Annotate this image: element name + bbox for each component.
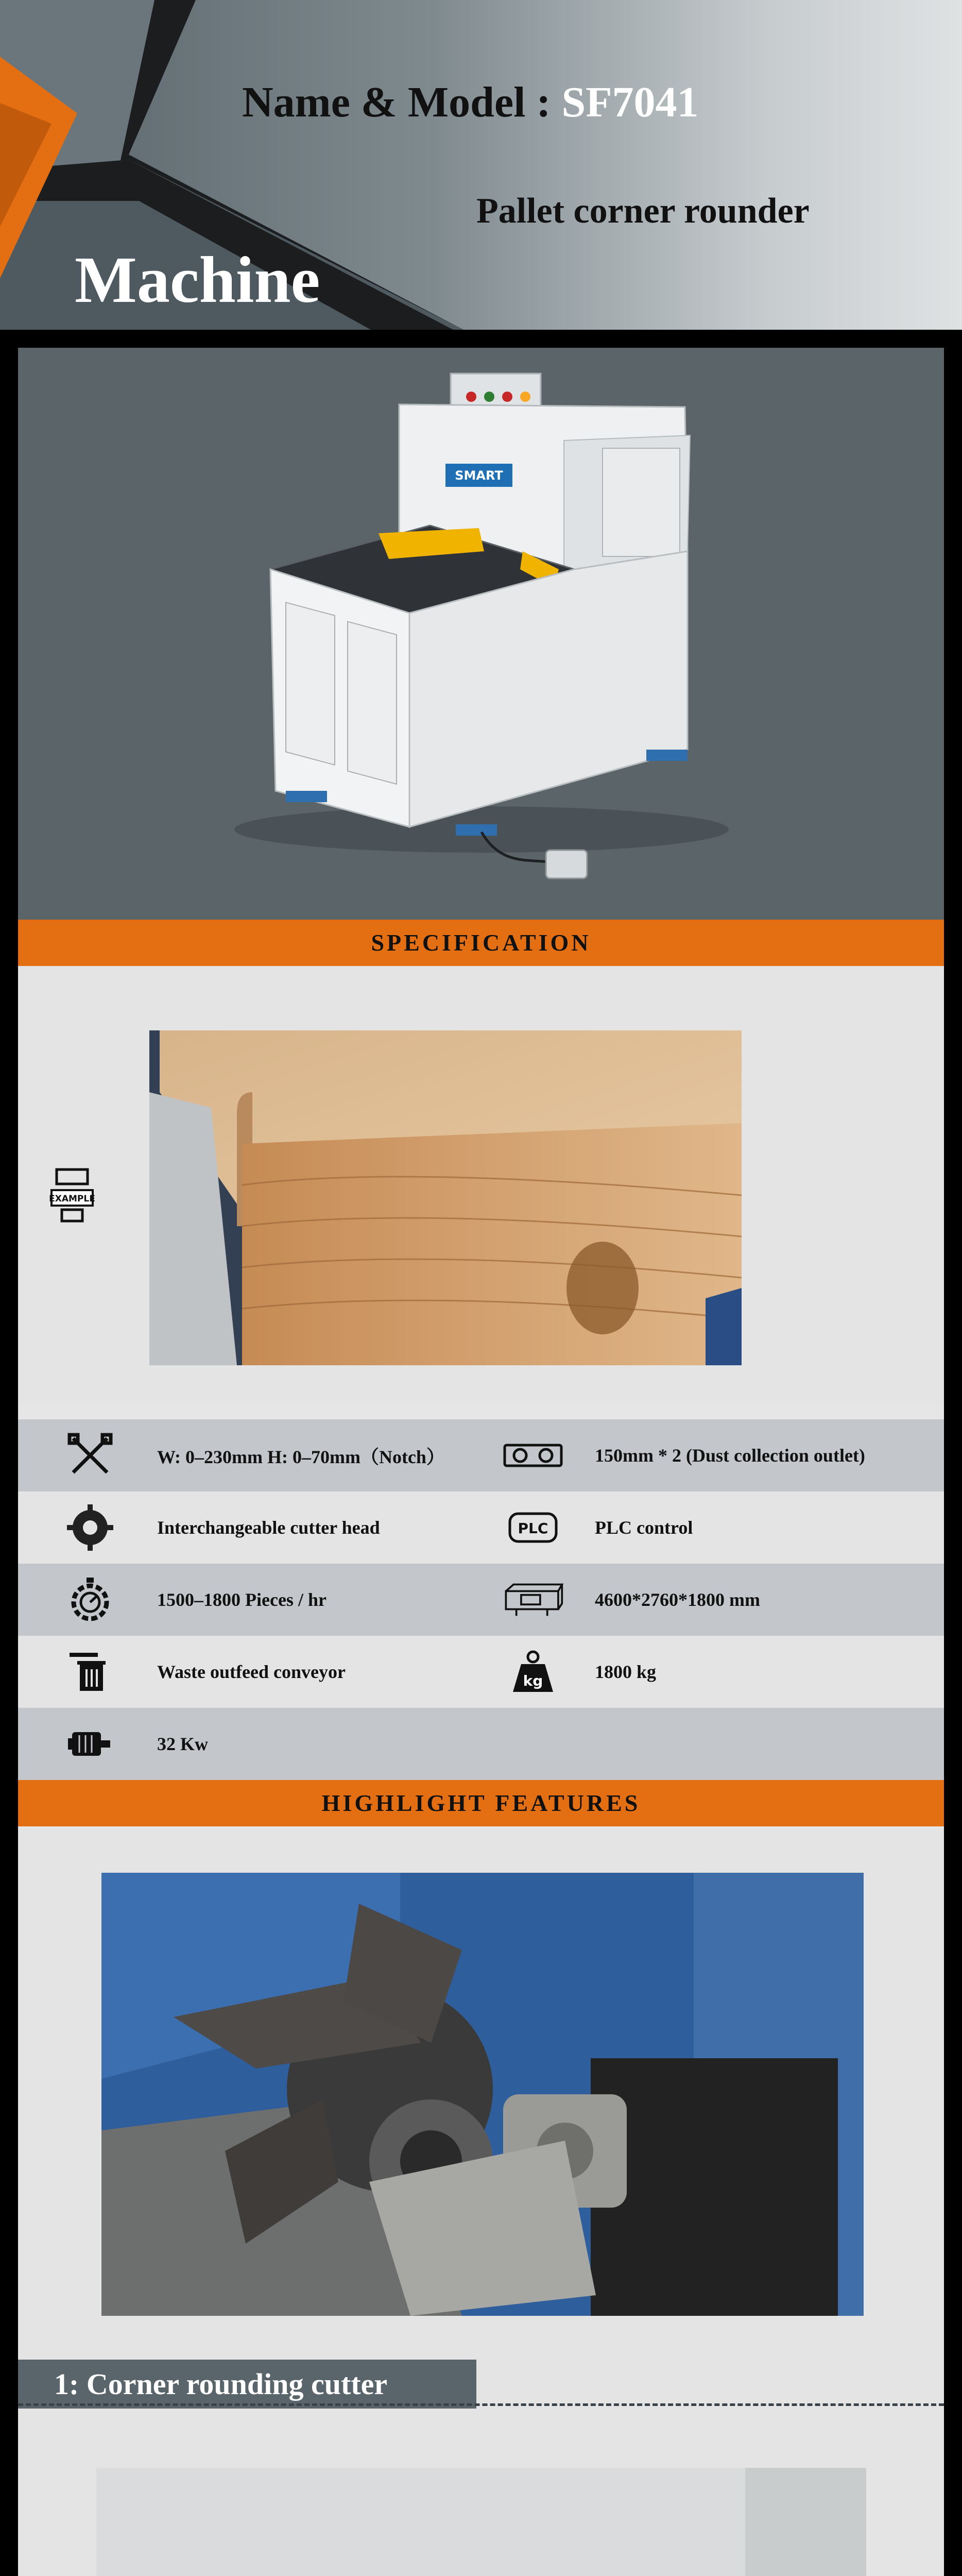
model-label: Name & Model : <box>242 78 551 126</box>
plc-icon <box>502 1502 564 1553</box>
plc-badge: PLC <box>518 1520 548 1537</box>
machine-illustration <box>18 348 944 920</box>
spec-item-capacity <box>64 1564 327 1636</box>
spec-item-notch <box>64 1419 445 1492</box>
content-frame <box>18 348 944 2576</box>
conveyor-bin-icon <box>64 1646 116 1698</box>
speed-gear-icon <box>64 1574 116 1625</box>
pallet-corner-example-photo <box>149 1030 742 1365</box>
machine-size-icon <box>502 1574 564 1625</box>
motor-icon <box>64 1718 116 1770</box>
spec-text: PLC control <box>595 1517 693 1538</box>
spec-text: Interchangeable cutter head <box>157 1517 380 1538</box>
corner-rounding-cutter-photo <box>101 1873 864 2316</box>
highlight-features-heading: HIGHLIGHT FEATURES <box>18 1780 944 1826</box>
spec-row-2 <box>18 1492 944 1564</box>
spec-row-1 <box>18 1419 944 1492</box>
spec-item-dust-outlet <box>502 1419 865 1492</box>
spec-item-power <box>64 1708 208 1780</box>
category-heading: Machine <box>75 243 320 316</box>
spec-text: 32 Kw <box>157 1734 208 1754</box>
spec-text: W: 0–230mm H: 0–70mm（Notch） <box>157 1446 445 1467</box>
cutting-tools-icon <box>64 1430 116 1481</box>
feature-caption-1: 1: Corner rounding cutter <box>18 2360 476 2409</box>
specification-heading: SPECIFICATION <box>18 920 944 966</box>
machine-hero-image <box>18 348 944 920</box>
spec-item-weight <box>502 1636 656 1708</box>
feature-divider <box>18 2403 944 2406</box>
spec-item-plc <box>502 1492 693 1564</box>
spec-text: Waste outfeed conveyor <box>157 1662 346 1682</box>
spec-text: 1500–1800 Pieces / hr <box>157 1589 327 1610</box>
duct-outlet-icon <box>502 1430 564 1481</box>
spec-item-dimensions <box>502 1564 760 1636</box>
spec-text: 150mm * 2 (Dust collection outlet) <box>595 1445 865 1466</box>
cutter-head-icon <box>64 1502 116 1553</box>
weight-badge: kg <box>523 1672 543 1689</box>
spec-row-3 <box>18 1564 944 1636</box>
angle-design-photo <box>96 2468 866 2576</box>
example-badge-label: EXAMPLE <box>49 1194 95 1204</box>
spec-text: 4600*2760*1800 mm <box>595 1589 760 1610</box>
model-code: SF7041 <box>561 78 699 126</box>
spec-item-cutter-head <box>64 1492 380 1564</box>
weight-icon <box>502 1646 564 1698</box>
header-banner <box>0 0 962 330</box>
spec-text: 1800 kg <box>595 1662 657 1682</box>
spec-row-5 <box>18 1708 944 1780</box>
product-subtitle: Pallet corner rounder <box>476 191 810 231</box>
spec-item-conveyor <box>64 1636 346 1708</box>
panel-badge: SMART <box>455 468 503 483</box>
example-badge-icon <box>46 1164 98 1226</box>
model-title <box>242 77 699 127</box>
spec-row-4 <box>18 1636 944 1708</box>
